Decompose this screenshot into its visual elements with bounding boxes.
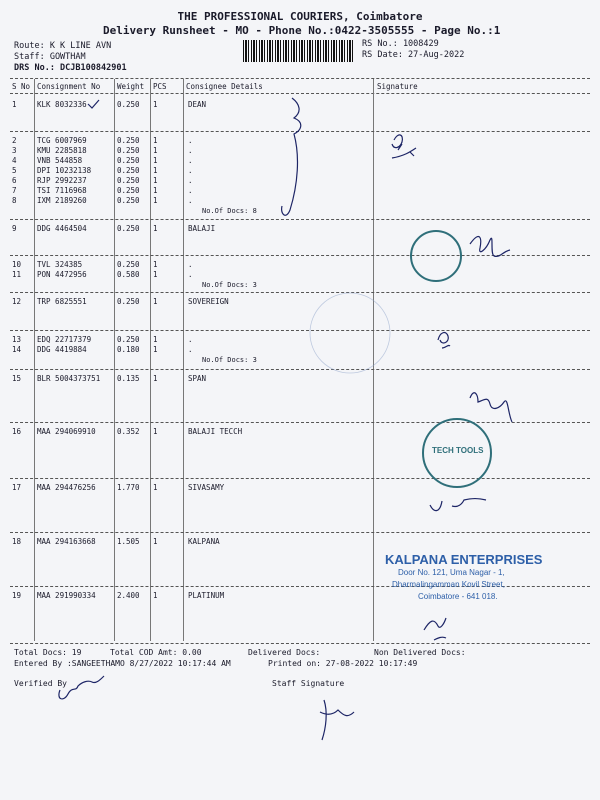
group-doc-count: No.Of Docs: 8 [202,207,257,215]
cell-weight: 0.250 [117,186,140,195]
cell-weight: 0.180 [117,345,140,354]
cell-sno: 4 [12,156,17,165]
cell-weight: 0.250 [117,136,140,145]
kalpana-stamp-address-3: Coimbatore - 641 018. [418,592,498,601]
cell-weight: 0.250 [117,196,140,205]
cell-pcs: 1 [153,335,158,344]
kalpana-stamp-title: KALPANA ENTERPRISES [385,552,543,567]
cell-pcs: 1 [153,196,158,205]
cell-sno: 17 [12,483,22,492]
cell-consignment: MAA 294476256 [37,483,96,492]
cell-sno: 5 [12,166,17,175]
cell-sno: 8 [12,196,17,205]
cell-weight: 0.250 [117,146,140,155]
cell-consignee: SOVEREIGN [188,297,229,306]
cell-consignment: IXM 2189260 [37,196,87,205]
cell-sno: 11 [12,270,22,279]
company-title: THE PROFESSIONAL COURIERS, Coimbatore [177,10,423,23]
cell-pcs: 1 [153,166,158,175]
cell-consignment: DPI 10232138 [37,166,92,175]
cell-weight: 1.770 [117,483,140,492]
cell-consignee: . [188,146,193,155]
printed-on: Printed on: 27-08-2022 10:17:49 [268,659,418,668]
cell-consignee: . [188,270,193,279]
rs-number: RS No.: 1008429 [362,39,439,49]
cell-pcs: 1 [153,100,158,109]
cell-sno: 14 [12,345,22,354]
cell-consignment: KMU 2285818 [37,146,87,155]
cell-consignee: . [188,136,193,145]
seal-text: TECH TOOLS [432,446,484,455]
kalpana-stamp-address-1: Door No. 121, Uma Nagar - 1, [398,568,505,577]
cell-consignee: DEAN [188,100,207,109]
entered-by: Entered By :SANGEETHAMO 8/27/2022 10:17:44 AM [14,659,231,668]
staff-label: Staff: GOWTHAM [14,52,86,62]
runsheet-subtitle: Delivery Runsheet - MO - Phone No.:0422-3505555 - Page No.:1 [103,24,501,37]
cell-sno: 18 [12,537,22,546]
cell-consignment: BLR 5004373751 [37,374,101,383]
cell-consignee: . [188,196,193,205]
cell-pcs: 1 [153,224,158,233]
cell-consignment: EDQ 22717379 [37,335,92,344]
cell-sno: 13 [12,335,22,344]
cell-consignee: . [188,345,193,354]
cell-sno: 19 [12,591,22,600]
cell-pcs: 1 [153,374,158,383]
cell-weight: 1.505 [117,537,140,546]
cell-weight: 0.250 [117,224,140,233]
cell-consignment: MAA 294069910 [37,427,96,436]
delivered-docs: Delivered Docs: [248,648,321,657]
cell-weight: 0.250 [117,156,140,165]
cell-sno: 9 [12,224,17,233]
cell-consignment: PON 4472956 [37,270,87,279]
cell-consignee: . [188,176,193,185]
cell-sno: 6 [12,176,17,185]
cell-weight: 2.400 [117,591,140,600]
cell-weight: 0.250 [117,100,140,109]
cell-pcs: 1 [153,156,158,165]
col-header-consignee: Consignee Details [186,82,263,91]
cell-weight: 0.250 [117,166,140,175]
staff-signature-label: Staff Signature [272,679,345,688]
cell-consignee: BALAJI [188,224,216,233]
cell-consignment: TRP 6825551 [37,297,87,306]
cell-consignee: SPAN [188,374,207,383]
cell-pcs: 1 [153,345,158,354]
cell-consignment: VNB 544858 [37,156,83,165]
cell-consignee: . [188,260,193,269]
cell-weight: 0.250 [117,297,140,306]
cell-consignee: . [188,156,193,165]
cell-consignment: KLK 8032336 [37,100,87,109]
cell-weight: 0.352 [117,427,140,436]
total-docs: Total Docs: 19 [14,648,82,657]
col-header-signature: Signature [377,82,418,91]
cell-pcs: 1 [153,427,158,436]
kalpana-stamp-address-2: Dharmalingamman Kovil Street, [392,580,505,589]
cell-pcs: 1 [153,483,158,492]
cell-consignment: DDG 4464504 [37,224,87,233]
cell-consignment: DDG 4419884 [37,345,87,354]
col-header-consignment: Consignment No [37,82,101,91]
route-label: Route: K K LINE AVN [14,41,112,51]
cell-weight: 0.250 [117,260,140,269]
cell-sno: 10 [12,260,22,269]
cell-weight: 0.135 [117,374,140,383]
rs-date: RS Date: 27-Aug-2022 [362,50,465,60]
cell-pcs: 1 [153,146,158,155]
cell-consignee: PLATINUM [188,591,225,600]
verified-by-label: Verified By [14,679,67,688]
cell-pcs: 1 [153,136,158,145]
group-doc-count: No.Of Docs: 3 [202,356,257,364]
cell-weight: 0.250 [117,335,140,344]
cell-sno: 1 [12,100,17,109]
cell-weight: 0.250 [117,176,140,185]
cell-sno: 7 [12,186,17,195]
cell-consignee: KALPANA [188,537,220,546]
cell-consignment: MAA 291990334 [37,591,96,600]
group-doc-count: No.Of Docs: 3 [202,281,257,289]
cell-pcs: 1 [153,270,158,279]
cell-consignment: TSI 7116968 [37,186,87,195]
cell-sno: 16 [12,427,22,436]
col-header-weight: Weight [117,82,145,91]
cell-pcs: 1 [153,176,158,185]
cell-consignee: . [188,335,193,344]
cell-consignment: TVL 324385 [37,260,83,269]
cell-pcs: 1 [153,537,158,546]
cell-weight: 0.580 [117,270,140,279]
cell-consignee: . [188,166,193,175]
cell-consignment: TCG 6007969 [37,136,87,145]
cell-sno: 15 [12,374,22,383]
cell-pcs: 1 [153,591,158,600]
cell-sno: 12 [12,297,22,306]
cell-sno: 2 [12,136,17,145]
cell-pcs: 1 [153,297,158,306]
cell-consignee: SIVASAMY [188,483,225,492]
total-cod-amount: Total COD Amt: 0.00 [110,648,202,657]
cell-consignee: . [188,186,193,195]
col-header-sno: S No [12,82,31,91]
tech-tools-seal-stamp [422,418,492,488]
cell-pcs: 1 [153,260,158,269]
cell-pcs: 1 [153,186,158,195]
col-header-pcs: PCS [153,82,167,91]
cell-consignment: MAA 294163668 [37,537,96,546]
cell-consignee: BALAJI TECCH [188,427,243,436]
drs-number: DRS No.: DCJB100842901 [14,63,127,73]
cell-consignment: RJP 2992237 [37,176,87,185]
company-seal-stamp [410,230,462,282]
cell-sno: 3 [12,146,17,155]
non-delivered-docs: Non Delivered Docs: [374,648,466,657]
